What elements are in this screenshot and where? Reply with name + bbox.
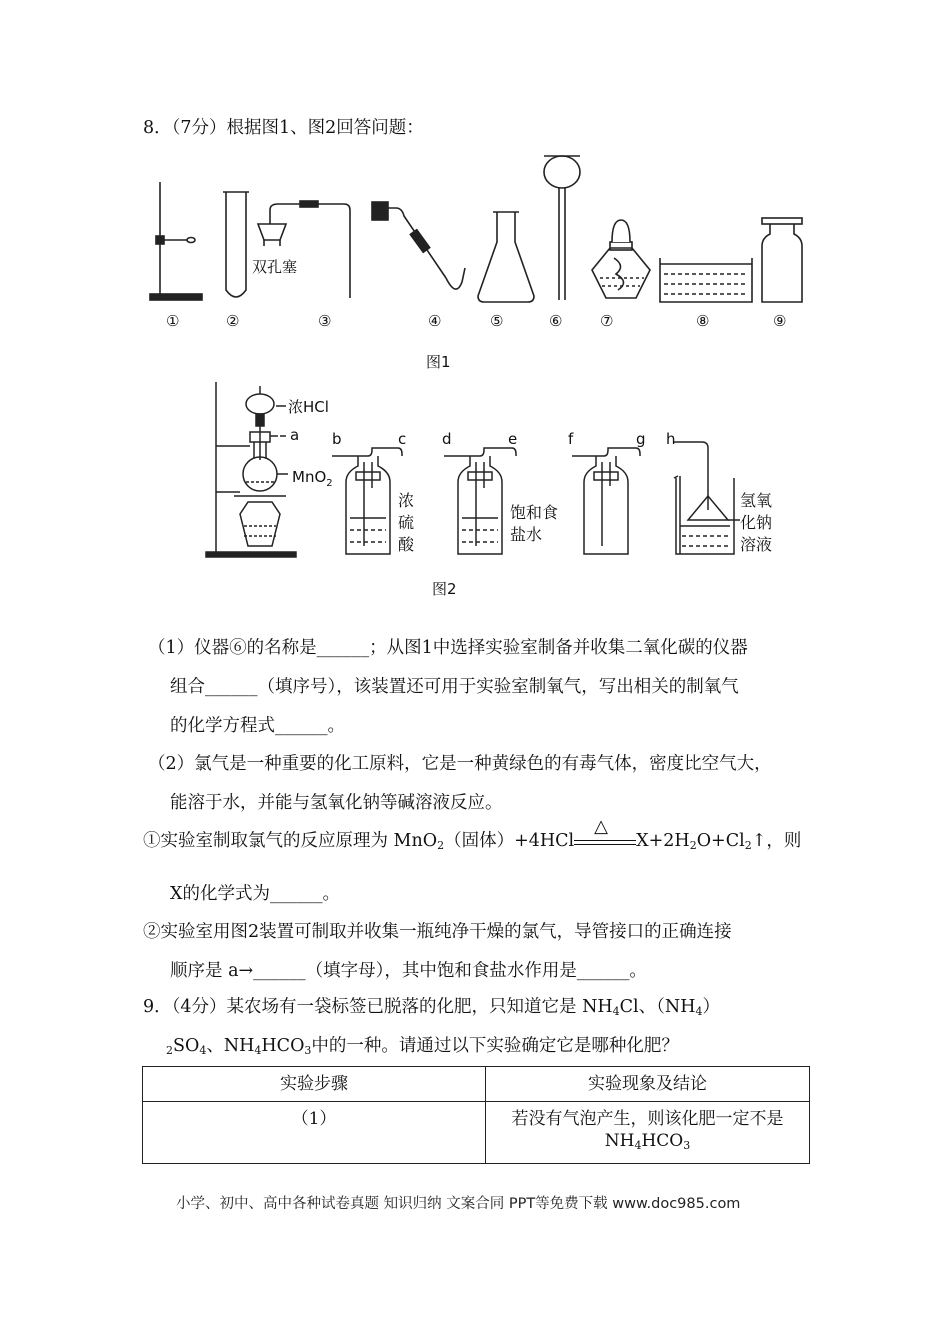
port-g-label: g [636,430,646,448]
q8-part2b-line1: ②实验室用图2装置可制取并收集一瓶纯净干燥的氯气，导管接口的正确连接 [143,922,732,942]
conical-flask-icon [478,212,534,302]
q8-part2b-line2: 顺序是 a→______（填字母），其中饱和食盐水作用是______。 [170,961,647,981]
gas-bottle-icon [762,218,802,302]
brine-bottle-icon [444,448,516,554]
experiment-table [142,1066,810,1164]
page-footer: 小学、初中、高中各种试卷真题 知识归纳 文案合同 PPT等免费下载 www.doc985.com [176,1196,741,1212]
stopper-label: 双孔塞 [252,258,298,276]
port-a-label: a [290,426,300,444]
iron-stand-icon [150,182,202,300]
port-h-label: h [666,430,676,448]
heat-condition [574,816,636,851]
figure-2-caption: 图2 [432,580,457,598]
label-5: ⑤ [490,312,504,330]
equation-question: X的化学式为______。 [170,884,340,904]
label-4: ④ [428,312,442,330]
question-8-title: 8．（7分）根据图1、图2回答问题： [143,118,424,138]
table-row [143,1102,810,1164]
question-9-line2: $_2SO_4$、$NH_4HCO_3$中的一种。请通过以下实验确定它是哪种化肥？ [166,1036,679,1057]
water-trough-icon [660,258,752,302]
q8-part1-line2: 组合______（填序号），该装置还可用于实验室制氧气，写出相关的制氧气 [170,677,739,697]
hcl-label: 浓HCl [288,398,329,416]
chlorine-generator-icon [206,382,296,557]
port-b-label: b [332,430,342,448]
figure-2 [200,378,800,600]
mno2-label: MnO$_2$ [292,468,333,489]
label-8: ⑧ [696,312,710,330]
figure-1-caption: 图1 [426,353,451,371]
label-7: ⑦ [600,312,614,330]
q8-part2-line1: （2）氯气是一种重要的化工原料，它是一种黄绿色的有毒气体，密度比空气大， [148,754,772,774]
label-6: ⑥ [549,312,563,330]
table-header-row [143,1067,810,1102]
bottle-1-label-2: 硫 [398,513,415,532]
bottle-1-label-3: 酸 [398,535,415,554]
bottle-1-label-1: 浓 [398,491,415,510]
port-e-label: e [508,430,518,448]
q8-part2-line2: 能溶于水，并能与氢氧化钠等碱溶液反应。 [170,793,503,813]
beaker-label-1: 氢氧 [740,491,773,510]
two-hole-stopper-icon [258,201,350,298]
naoh-beaker-icon [674,442,740,554]
q8-part1-line1: （1）仪器⑥的名称是______；从图1中选择实验室制备并收集二氧化碳的仪器 [148,638,748,658]
chlorine-equation: ①实验室制取氯气的反应原理为 MnO$_2$（固体）+4HCl △ $X+2H_2O+Cl_2↑$，则 [143,816,802,852]
port-d-label: d [442,430,452,448]
row1-result: 若没有气泡产生，则该化肥一定不是 $NH_4HCO_3$ [486,1102,810,1164]
bottle-2-label-1: 饱和食 [510,503,559,522]
sulfuric-acid-bottle-icon [332,448,402,554]
header-results: 实验现象及结论 [486,1067,810,1102]
port-f-label: f [568,430,574,448]
delta-symbol: △ [594,816,608,837]
label-9: ⑨ [773,312,787,330]
beaker-label-3: 溶液 [740,535,773,554]
alcohol-lamp-icon [592,220,650,298]
row1-step: （1） [143,1102,486,1164]
header-steps: 实验步骤 [143,1067,486,1102]
label-1: ① [166,312,180,330]
label-2: ② [226,312,240,330]
q8-part1-line3: 的化学方程式______。 [170,716,345,736]
collection-bottle-icon [572,448,640,554]
beaker-label-2: 化钠 [740,513,773,532]
long-neck-funnel-icon [544,156,580,300]
test-tube-icon [223,192,249,297]
question-9-line1: 9．（4分）某农场有一袋标签已脱落的化肥，只知道它是 $NH_4Cl$、$(NH_4)$ [143,997,720,1018]
figure-1 [140,150,820,380]
bottle-2-label-2: 盐水 [510,525,543,544]
label-3: ③ [318,312,332,330]
bent-tube-icon [372,202,465,289]
port-c-label: c [398,430,407,448]
